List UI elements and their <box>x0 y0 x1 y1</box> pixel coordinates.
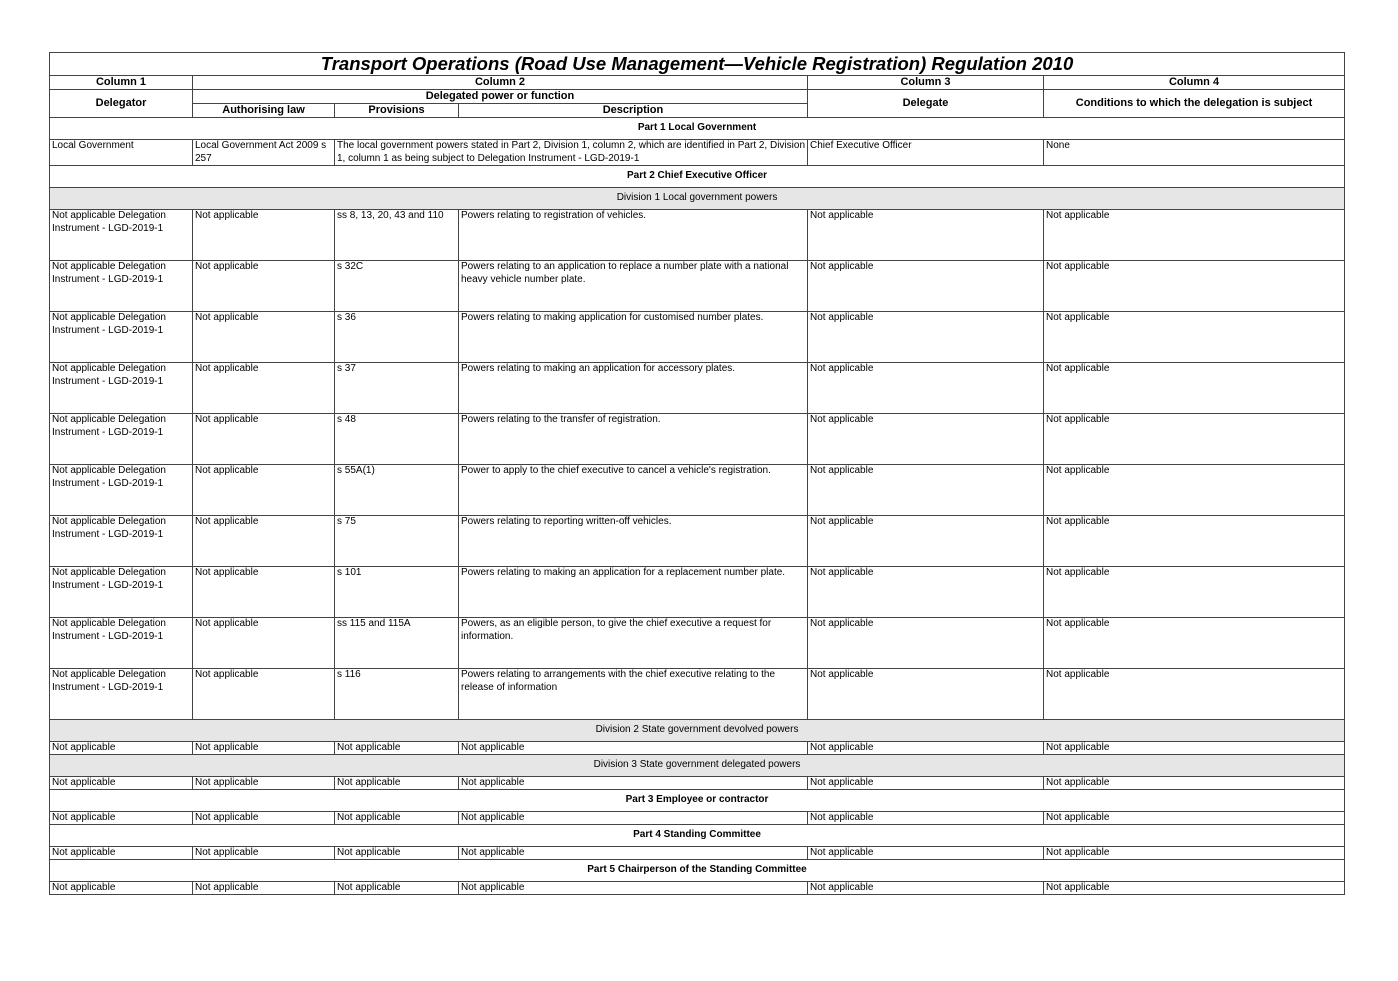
header-column-2: Column 2 <box>193 76 808 90</box>
table-row <box>50 669 1345 720</box>
cell-delegator: Not applicable Delegation Instrument - LGD-2019-1 <box>50 210 193 261</box>
cell-delegator: Not applicable Delegation Instrument - LGD-2019-1 <box>50 567 193 618</box>
cell-conditions: Not applicable <box>1044 312 1345 363</box>
cell-conditions: Not applicable <box>1044 847 1345 860</box>
cell-conditions: Not applicable <box>1044 669 1345 720</box>
table-row <box>50 618 1345 669</box>
cell-authorising-law: Not applicable <box>193 567 335 618</box>
header-delegated-power: Delegated power or function <box>193 90 808 104</box>
cell-provisions: s 32C <box>335 261 459 312</box>
cell-description: Not applicable <box>459 742 808 755</box>
cell-delegate: Not applicable <box>808 465 1044 516</box>
cell-description: The local government powers stated in Part 2, Division 1, column 2, which are identified in Part 2, Division 1, column 1 as being subject to Delegation Instrument - LGD-2019-1 <box>335 140 808 166</box>
cell-description: Not applicable <box>459 777 808 790</box>
cell-provisions: Not applicable <box>335 882 459 895</box>
cell-provisions: s 48 <box>335 414 459 465</box>
cell-description: Powers relating to an application to replace a number plate with a national heavy vehicle number plate. <box>459 261 808 312</box>
cell-conditions: Not applicable <box>1044 567 1345 618</box>
cell-authorising-law: Not applicable <box>193 516 335 567</box>
cell-delegator: Not applicable Delegation Instrument - LGD-2019-1 <box>50 363 193 414</box>
document <box>49 52 1344 895</box>
cell-delegate: Not applicable <box>808 414 1044 465</box>
page-title: Transport Operations (Road Use Management—Vehicle Registration) Regulation 2010 <box>50 53 1345 76</box>
table-row <box>50 261 1345 312</box>
cell-delegator: Not applicable Delegation Instrument - LGD-2019-1 <box>50 618 193 669</box>
cell-delegate: Not applicable <box>808 618 1044 669</box>
cell-provisions: Not applicable <box>335 777 459 790</box>
table-row <box>50 812 1345 825</box>
cell-description: Powers relating to registration of vehicles. <box>459 210 808 261</box>
cell-authorising-law: Not applicable <box>193 777 335 790</box>
cell-delegator: Not applicable <box>50 812 193 825</box>
header-description: Description <box>459 104 808 118</box>
cell-conditions: Not applicable <box>1044 742 1345 755</box>
cell-delegator: Not applicable Delegation Instrument - LGD-2019-1 <box>50 312 193 363</box>
cell-provisions: Not applicable <box>335 742 459 755</box>
cell-description: Powers relating to the transfer of registration. <box>459 414 808 465</box>
cell-conditions: Not applicable <box>1044 261 1345 312</box>
cell-authorising-law: Not applicable <box>193 618 335 669</box>
cell-delegate: Not applicable <box>808 777 1044 790</box>
cell-delegate: Chief Executive Officer <box>808 140 1044 166</box>
cell-authorising-law: Not applicable <box>193 414 335 465</box>
cell-conditions: Not applicable <box>1044 812 1345 825</box>
header-conditions: Conditions to which the delegation is subject <box>1044 90 1345 118</box>
cell-provisions: ss 115 and 115A <box>335 618 459 669</box>
cell-description: Powers, as an eligible person, to give the chief executive a request for information. <box>459 618 808 669</box>
table-row <box>50 882 1345 895</box>
cell-delegator: Not applicable <box>50 847 193 860</box>
cell-authorising-law: Not applicable <box>193 261 335 312</box>
cell-delegator: Not applicable Delegation Instrument - LGD-2019-1 <box>50 465 193 516</box>
cell-conditions: Not applicable <box>1044 618 1345 669</box>
table-row <box>50 742 1345 755</box>
part-5-heading: Part 5 Chairperson of the Standing Committee <box>50 860 1345 882</box>
cell-provisions: s 116 <box>335 669 459 720</box>
cell-conditions: Not applicable <box>1044 363 1345 414</box>
cell-description: Not applicable <box>459 882 808 895</box>
cell-authorising-law: Not applicable <box>193 363 335 414</box>
cell-conditions: Not applicable <box>1044 210 1345 261</box>
cell-delegator: Not applicable <box>50 777 193 790</box>
cell-provisions: Not applicable <box>335 812 459 825</box>
table-row <box>50 847 1345 860</box>
cell-authorising-law: Not applicable <box>193 669 335 720</box>
cell-provisions: s 75 <box>335 516 459 567</box>
cell-description: Not applicable <box>459 847 808 860</box>
cell-description: Powers relating to making application for customised number plates. <box>459 312 808 363</box>
cell-delegate: Not applicable <box>808 669 1044 720</box>
header-authorising-law: Authorising law <box>193 104 335 118</box>
cell-delegate: Not applicable <box>808 847 1044 860</box>
table-row <box>50 777 1345 790</box>
cell-provisions: s 101 <box>335 567 459 618</box>
header-provisions: Provisions <box>335 104 459 118</box>
division-2-heading: Division 2 State government devolved powers <box>50 720 1345 742</box>
cell-provisions: s 55A(1) <box>335 465 459 516</box>
part-3-heading: Part 3 Employee or contractor <box>50 790 1345 812</box>
cell-description: Not applicable <box>459 812 808 825</box>
part-4-heading: Part 4 Standing Committee <box>50 825 1345 847</box>
cell-delegator: Not applicable <box>50 742 193 755</box>
table-row <box>50 516 1345 567</box>
part-2-heading: Part 2 Chief Executive Officer <box>50 166 1345 188</box>
cell-authorising-law: Not applicable <box>193 210 335 261</box>
cell-authorising-law: Not applicable <box>193 882 335 895</box>
cell-provisions: s 37 <box>335 363 459 414</box>
cell-delegator: Not applicable Delegation Instrument - LGD-2019-1 <box>50 414 193 465</box>
cell-authorising-law: Local Government Act 2009 s 257 <box>193 140 335 166</box>
cell-delegate: Not applicable <box>808 312 1044 363</box>
cell-conditions: Not applicable <box>1044 777 1345 790</box>
cell-provisions: s 36 <box>335 312 459 363</box>
cell-description: Powers relating to making an application for accessory plates. <box>459 363 808 414</box>
cell-delegate: Not applicable <box>808 742 1044 755</box>
cell-authorising-law: Not applicable <box>193 847 335 860</box>
division-1-heading: Division 1 Local government powers <box>50 188 1345 210</box>
cell-conditions: Not applicable <box>1044 465 1345 516</box>
table-row <box>50 363 1345 414</box>
cell-description: Powers relating to arrangements with the chief executive relating to the release of information <box>459 669 808 720</box>
cell-conditions: None <box>1044 140 1345 166</box>
cell-delegate: Not applicable <box>808 261 1044 312</box>
cell-authorising-law: Not applicable <box>193 312 335 363</box>
header-column-3: Column 3 <box>808 76 1044 90</box>
cell-description: Powers relating to reporting written-off vehicles. <box>459 516 808 567</box>
delegation-table <box>49 52 1345 895</box>
cell-delegator: Local Government <box>50 140 193 166</box>
cell-delegate: Not applicable <box>808 812 1044 825</box>
cell-delegator: Not applicable <box>50 882 193 895</box>
cell-description: Powers relating to making an application for a replacement number plate. <box>459 567 808 618</box>
cell-description: Power to apply to the chief executive to cancel a vehicle's registration. <box>459 465 808 516</box>
cell-authorising-law: Not applicable <box>193 812 335 825</box>
header-delegator: Delegator <box>50 90 193 118</box>
cell-delegate: Not applicable <box>808 567 1044 618</box>
cell-provisions: Not applicable <box>335 847 459 860</box>
division-3-heading: Division 3 State government delegated powers <box>50 755 1345 777</box>
cell-delegate: Not applicable <box>808 516 1044 567</box>
cell-conditions: Not applicable <box>1044 882 1345 895</box>
cell-authorising-law: Not applicable <box>193 465 335 516</box>
header-delegate: Delegate <box>808 90 1044 118</box>
table-row <box>50 465 1345 516</box>
header-column-1: Column 1 <box>50 76 193 90</box>
table-row <box>50 567 1345 618</box>
cell-delegate: Not applicable <box>808 882 1044 895</box>
cell-delegate: Not applicable <box>808 363 1044 414</box>
part-1-heading: Part 1 Local Government <box>50 118 1345 140</box>
cell-delegator: Not applicable Delegation Instrument - LGD-2019-1 <box>50 516 193 567</box>
table-row <box>50 210 1345 261</box>
cell-conditions: Not applicable <box>1044 414 1345 465</box>
table-row <box>50 312 1345 363</box>
table-row <box>50 414 1345 465</box>
cell-delegator: Not applicable Delegation Instrument - LGD-2019-1 <box>50 261 193 312</box>
cell-delegator: Not applicable Delegation Instrument - LGD-2019-1 <box>50 669 193 720</box>
cell-conditions: Not applicable <box>1044 516 1345 567</box>
cell-authorising-law: Not applicable <box>193 742 335 755</box>
cell-delegate: Not applicable <box>808 210 1044 261</box>
header-column-4: Column 4 <box>1044 76 1345 90</box>
cell-provisions: ss 8, 13, 20, 43 and 110 <box>335 210 459 261</box>
